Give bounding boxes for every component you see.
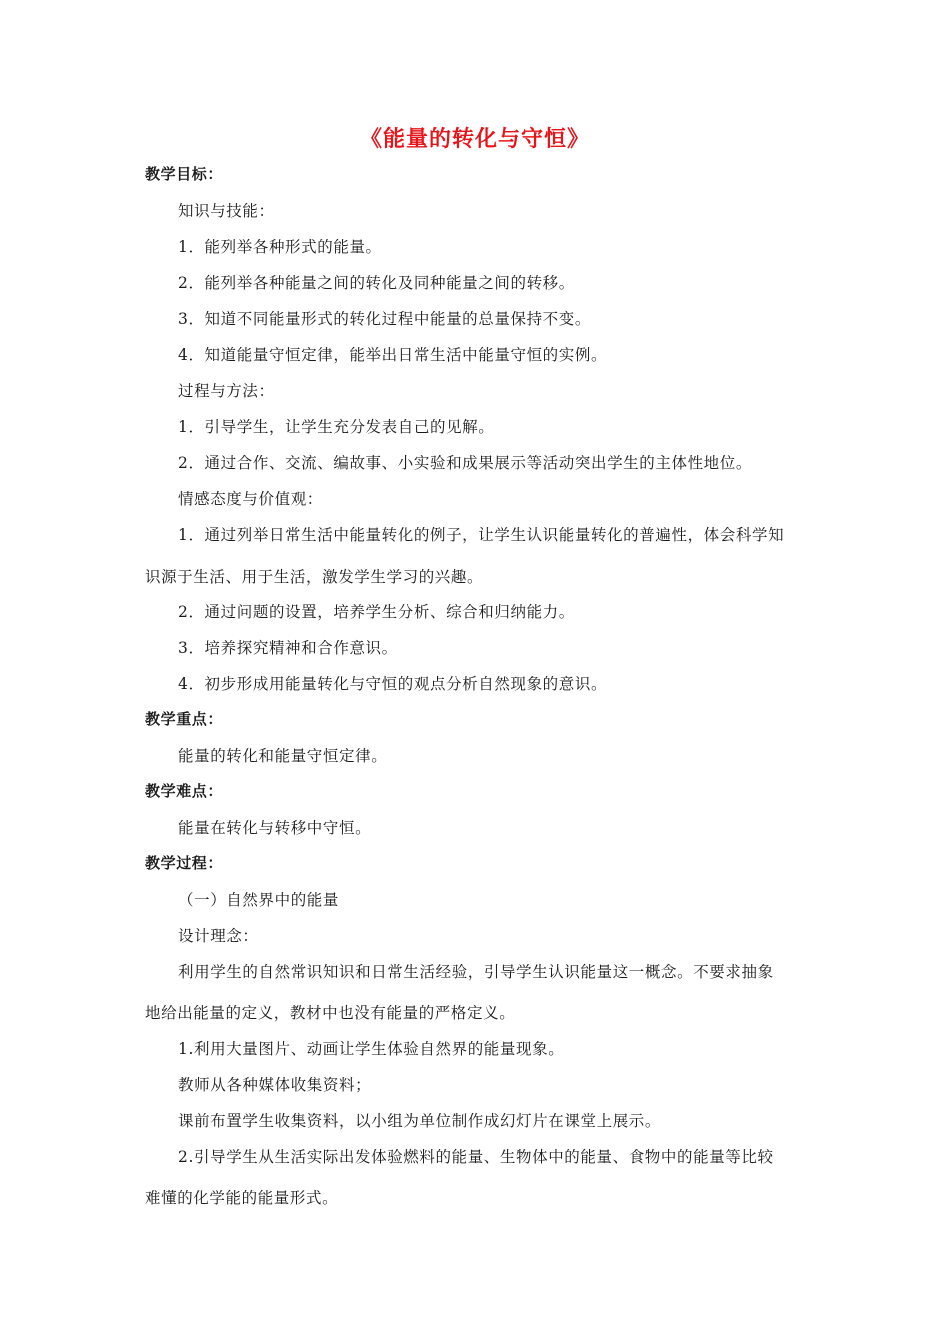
- paragraph-line: 教师从各种媒体收集资料；: [178, 1076, 372, 1094]
- paragraph-line: 4．初步形成用能量转化与守恒的观点分析自然现象的意识。: [178, 675, 608, 693]
- paragraph-line: 3．知道不同能量形式的转化过程中能量的总量保持不变。: [178, 310, 591, 328]
- paragraph-line: 1．引导学生，让学生充分发表自己的见解。: [178, 418, 495, 436]
- paragraph-line: 难懂的化学能的能量形式。: [145, 1189, 339, 1207]
- paragraph-line: 设计理念：: [178, 927, 259, 945]
- paragraph-line: 2．通过合作、交流、编故事、小实验和成果展示等活动突出学生的主体性地位。: [178, 454, 752, 472]
- paragraph-line: 2．通过问题的设置，培养学生分析、综合和归纳能力。: [178, 603, 575, 621]
- paragraph-line: （一）自然界中的能量: [178, 891, 340, 909]
- paragraph-line: 1．能列举各种形式的能量。: [178, 238, 382, 256]
- paragraph-line: 能量在转化与转移中守恒。: [178, 819, 372, 837]
- paragraph-line: 2．能列举各种能量之间的转化及同种能量之间的转移。: [178, 274, 575, 292]
- paragraph-line: 4．知道能量守恒定律，能举出日常生活中能量守恒的实例。: [178, 346, 608, 364]
- section-heading: 教学过程：: [145, 854, 224, 872]
- paragraph-line: 利用学生的自然常识知识和日常生活经验，引导学生认识能量这一概念。不要求抽象: [178, 963, 774, 981]
- section-heading: 教学难点：: [145, 782, 224, 800]
- paragraph-line: 2.引导学生从生活实际出发体验燃料的能量、生物体中的能量、食物中的能量等比较: [178, 1148, 774, 1166]
- paragraph-line: 情感态度与价值观：: [178, 490, 323, 508]
- paragraph-line: 3．培养探究精神和合作意识。: [178, 639, 398, 657]
- paragraph-line: 能量的转化和能量守恒定律。: [178, 747, 388, 765]
- paragraph-line: 地给出能量的定义，教材中也没有能量的严格定义。: [145, 1004, 516, 1022]
- paragraph-line: 知识与技能：: [178, 202, 275, 220]
- paragraph-line: 1.利用大量图片、动画让学生体验自然界的能量现象。: [178, 1040, 565, 1058]
- paragraph-line: 识源于生活、用于生活，激发学生学习的兴趣。: [145, 568, 484, 586]
- section-heading: 教学重点：: [145, 710, 224, 728]
- paragraph-line: 课前布置学生收集资料，以小组为单位制作成幻灯片在课堂上展示。: [178, 1112, 662, 1130]
- paragraph-line: 1．通过列举日常生活中能量转化的例子，让学生认识能量转化的普遍性，体会科学知: [178, 526, 785, 544]
- section-heading: 教学目标：: [145, 165, 224, 183]
- document-title: 《能量的转化与守恒》: [359, 127, 590, 152]
- paragraph-line: 过程与方法：: [178, 382, 275, 400]
